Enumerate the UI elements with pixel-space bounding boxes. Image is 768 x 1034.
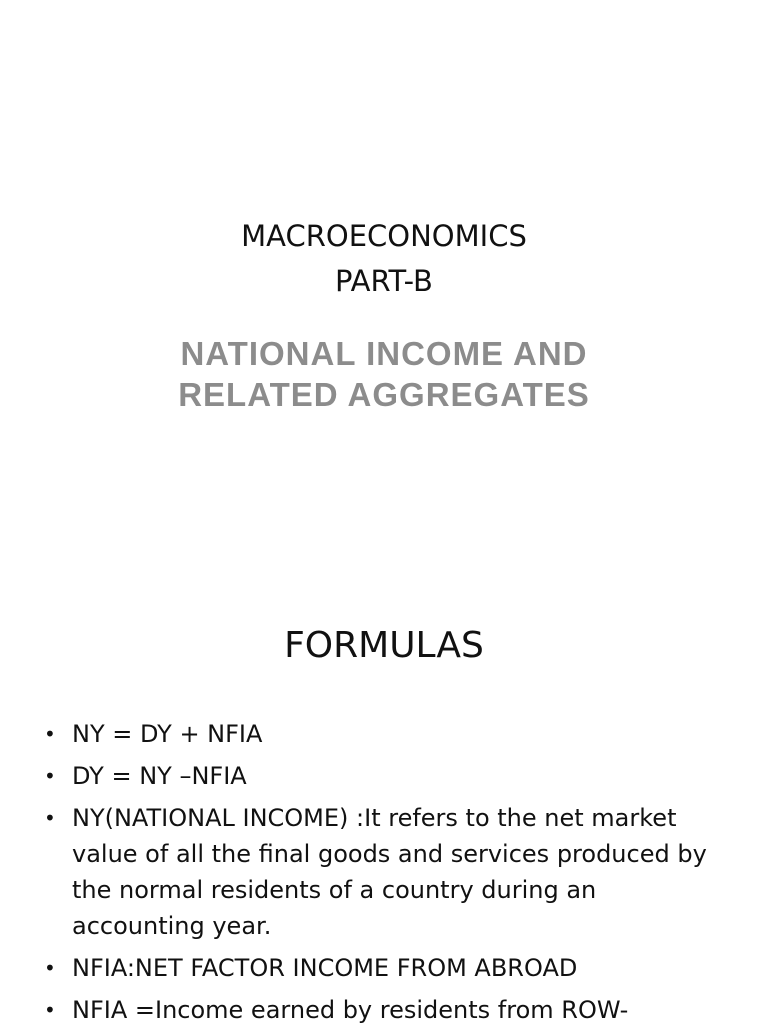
bullet-icon: • [44, 998, 56, 1022]
subtitle-line-2: RELATED AGGREGATES [178, 376, 590, 413]
bullet-text: NY(NATIONAL INCOME) :It refers to the net market value of all the final goods and services produced by the normal residents of a country during an accounting year. [72, 804, 707, 940]
title-block [0, 214, 768, 304]
bullet-icon: • [44, 806, 56, 830]
bullet-text: NY = DY + NFIA [72, 720, 263, 748]
subtitle-line-1: NATIONAL INCOME AND [180, 335, 588, 372]
bullet-text: NFIA:NET FACTOR INCOME FROM ABROAD [72, 954, 578, 982]
list-item [44, 716, 724, 752]
slide-formulas [0, 576, 768, 1024]
title-macroeconomics: MACROECONOMICS [241, 219, 527, 253]
list-item [44, 800, 724, 944]
formula-list [44, 716, 724, 1034]
list-item [44, 950, 724, 986]
subtitle-block [0, 333, 768, 415]
list-item [44, 758, 724, 794]
bullet-text: DY = NY –NFIA [72, 762, 247, 790]
list-item [44, 992, 724, 1028]
bullet-text: NFIA =Income earned by residents from ROW- [72, 996, 629, 1024]
bullet-icon: • [44, 764, 56, 788]
bullet-icon: • [44, 722, 56, 746]
bullet-icon: • [44, 956, 56, 980]
formulas-heading: FORMULAS [284, 625, 484, 666]
title-part-b: PART-B [335, 264, 433, 298]
